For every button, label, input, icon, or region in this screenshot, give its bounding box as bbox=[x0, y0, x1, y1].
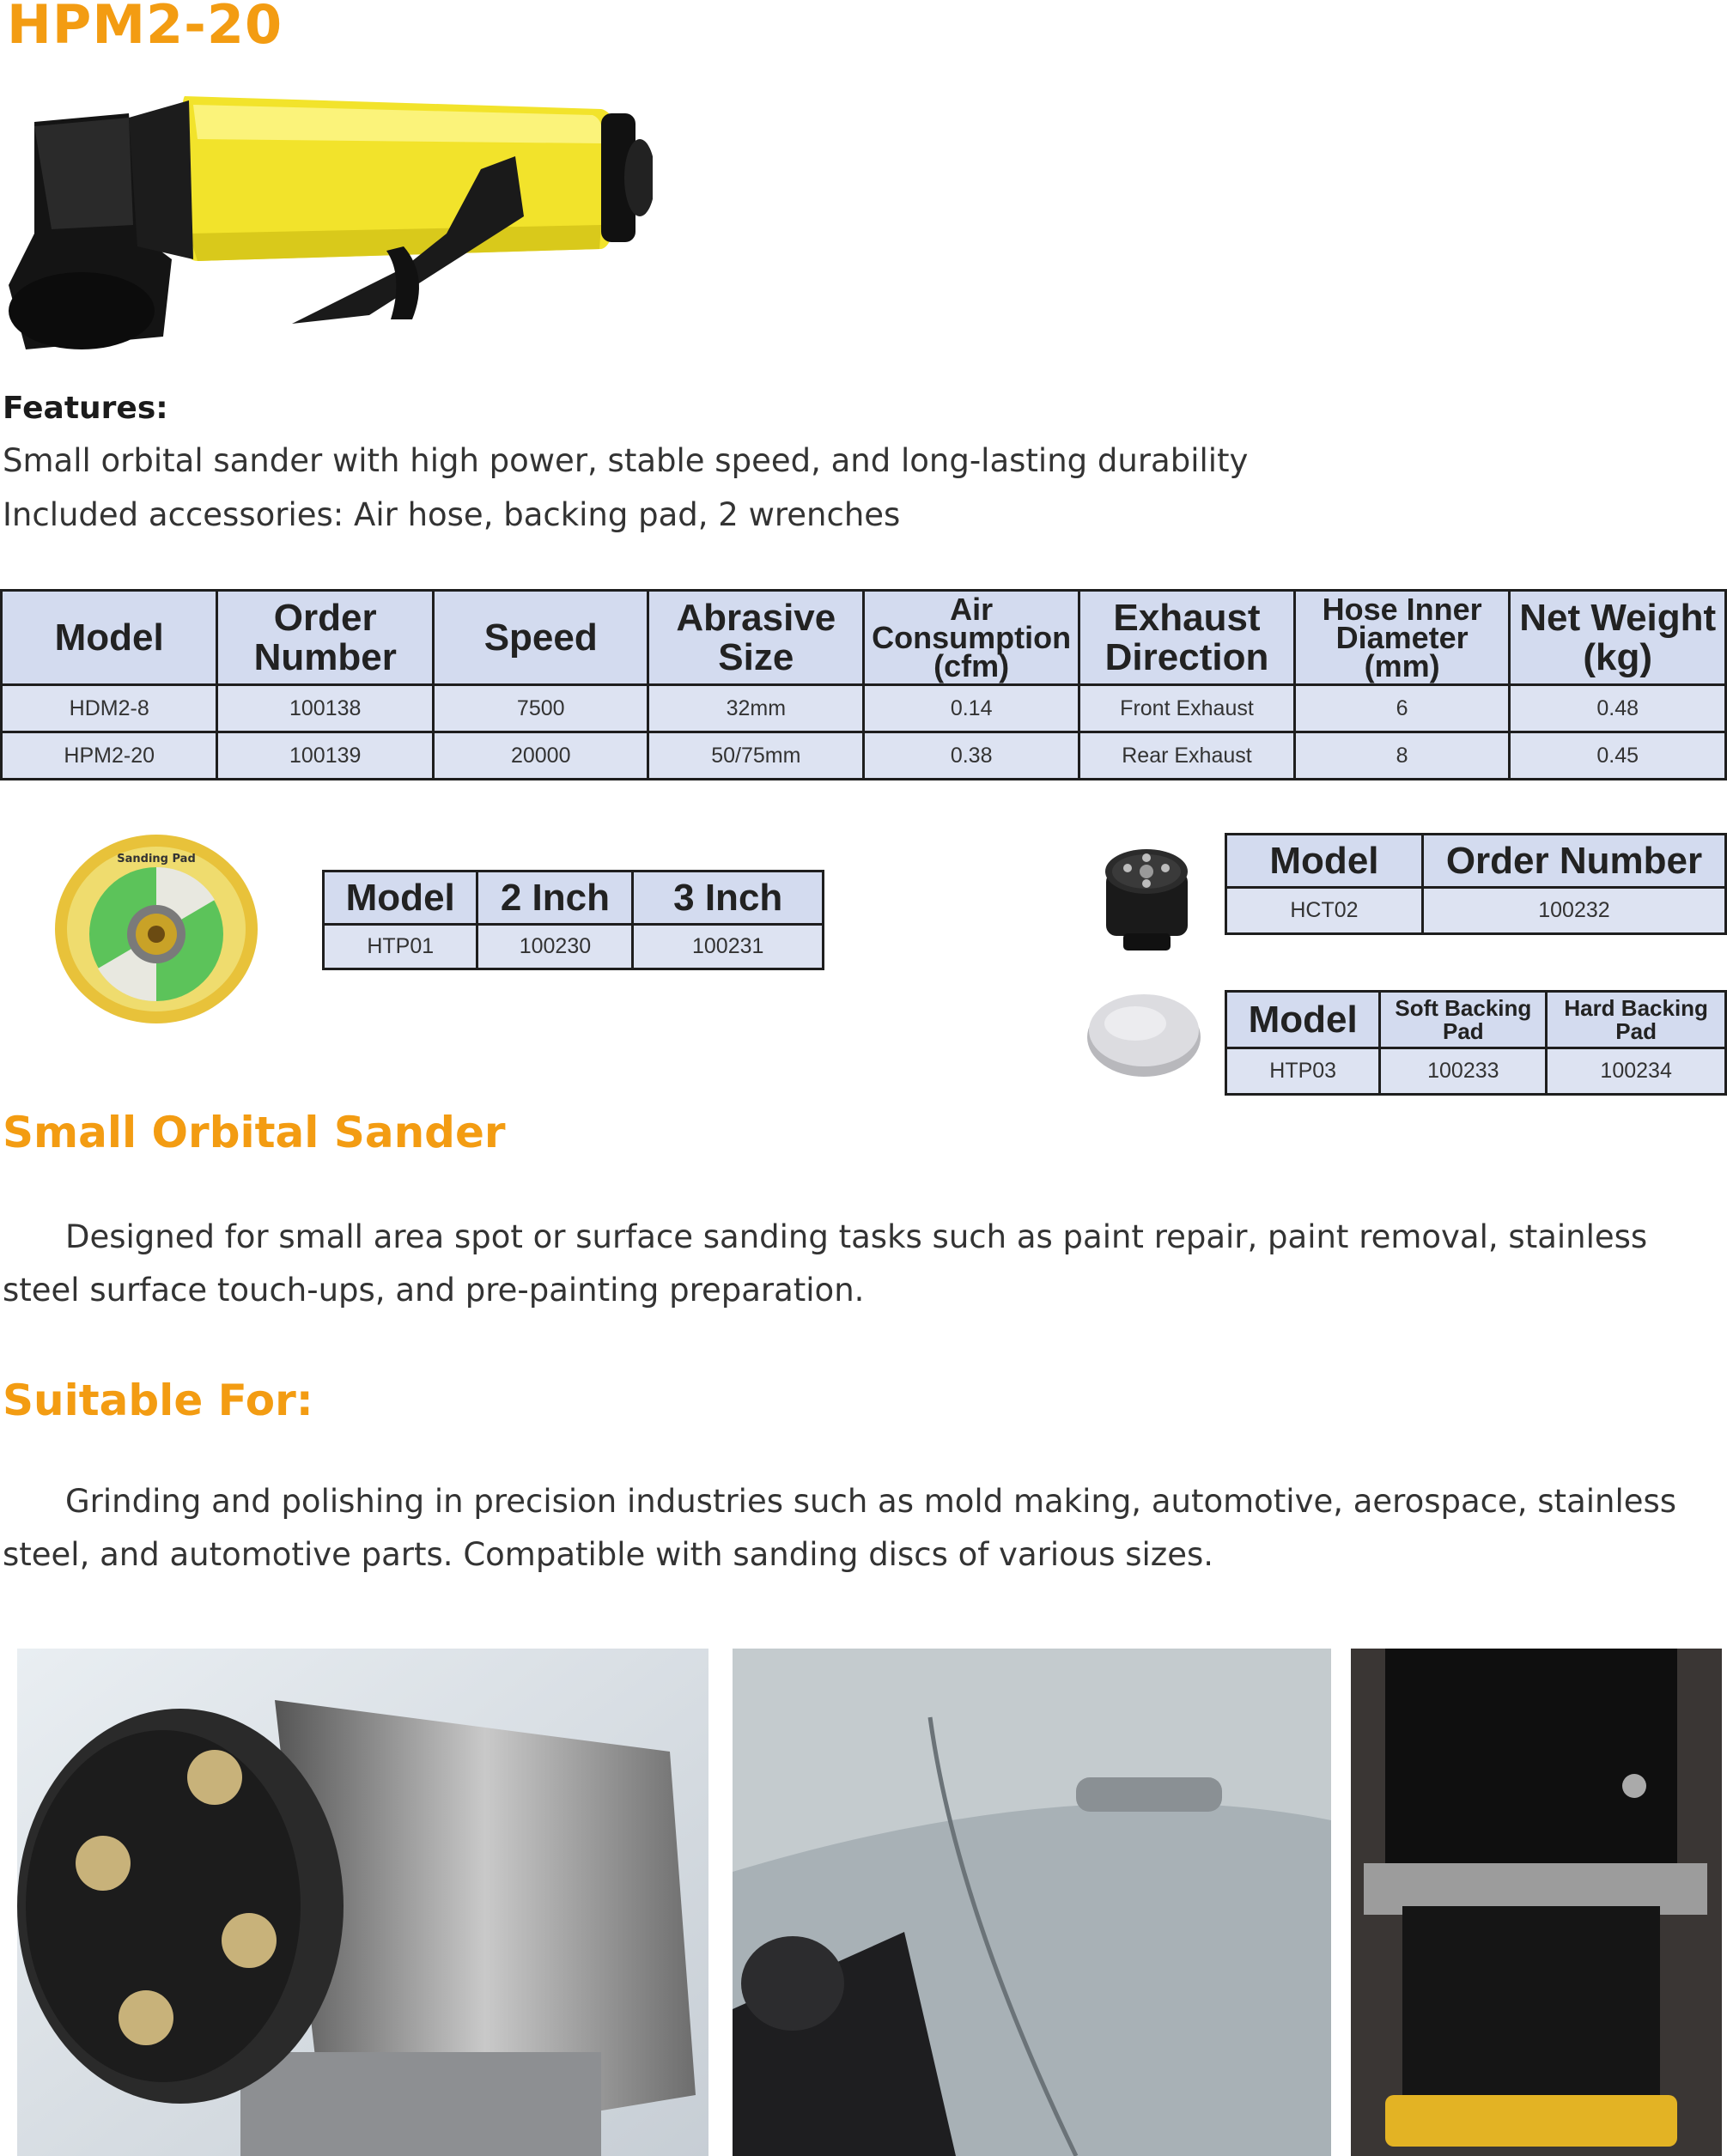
col-header-abrasive-size: Abrasive Size bbox=[648, 591, 864, 685]
table-cell: 50/75mm bbox=[648, 732, 864, 780]
sanding-pad-image bbox=[52, 831, 262, 1027]
photo-car-door-sanding bbox=[733, 1649, 1331, 2156]
col-header-model: Model bbox=[324, 872, 477, 925]
col-header-speed: Speed bbox=[434, 591, 648, 685]
table-cell: 100230 bbox=[477, 925, 633, 969]
col-header-model: Model bbox=[2, 591, 217, 685]
col-header-hard-backing-pad: Hard Backing Pad bbox=[1547, 992, 1726, 1048]
col-header-air-consumption: Air Consumption (cfm) bbox=[864, 591, 1079, 685]
col-header-order-number: Order Number bbox=[1422, 835, 1725, 888]
table-cell: 0.48 bbox=[1510, 685, 1726, 732]
section-paragraph: Grinding and polishing in precision industries such as mold making, automotive, aerospace, stainless steel, and automotive parts. Compatible with sanding discs of various sizes. bbox=[3, 1483, 1677, 1573]
col-header-model: Model bbox=[1226, 992, 1380, 1048]
sanding-pad-label: Sanding Pad bbox=[117, 853, 196, 865]
table-cell: Rear Exhaust bbox=[1079, 732, 1295, 780]
table-cell: 100139 bbox=[217, 732, 434, 780]
photo-sander-closeup bbox=[17, 1649, 708, 2156]
table-header-row bbox=[324, 872, 824, 925]
section-heading-small-orbital-sander: Small Orbital Sander bbox=[3, 1108, 506, 1157]
col-header-net-weight: Net Weight (kg) bbox=[1510, 591, 1726, 685]
col-header-3-inch: 3 Inch bbox=[633, 872, 824, 925]
table-cell: 32mm bbox=[648, 685, 864, 732]
htp03-table bbox=[1225, 990, 1727, 1096]
col-header-exhaust-direction: Exhaust Direction bbox=[1079, 591, 1295, 685]
table-cell: 6 bbox=[1294, 685, 1510, 732]
table-cell: HTP03 bbox=[1226, 1048, 1380, 1095]
table-header-row bbox=[1226, 992, 1726, 1048]
table-cell: HTP01 bbox=[324, 925, 477, 969]
hct02-table bbox=[1225, 833, 1727, 935]
table-cell: 20000 bbox=[434, 732, 648, 780]
table-cell: 0.38 bbox=[864, 732, 1079, 780]
table-cell: Front Exhaust bbox=[1079, 685, 1295, 732]
table-cell: HCT02 bbox=[1226, 888, 1423, 934]
table-cell: 0.45 bbox=[1510, 732, 1726, 780]
table-row bbox=[2, 732, 1726, 780]
table-cell: 100233 bbox=[1380, 1048, 1547, 1095]
table-row bbox=[1226, 1048, 1726, 1095]
col-header-2-inch: 2 Inch bbox=[477, 872, 633, 925]
table-cell: 0.14 bbox=[864, 685, 1079, 732]
table-cell: 100232 bbox=[1422, 888, 1725, 934]
features-heading: Features: bbox=[3, 391, 168, 426]
table-header-row bbox=[2, 591, 1726, 685]
table-cell: HPM2-20 bbox=[2, 732, 217, 780]
table-row bbox=[1226, 888, 1726, 934]
table-cell: 100231 bbox=[633, 925, 824, 969]
table-cell: 100234 bbox=[1547, 1048, 1726, 1095]
table-header-row bbox=[1226, 835, 1726, 888]
col-header-hose-diameter: Hose Inner Diameter (mm) bbox=[1294, 591, 1510, 685]
table-cell: 100138 bbox=[217, 685, 434, 732]
table-cell: HDM2-8 bbox=[2, 685, 217, 732]
feature-line: Included accessories: Air hose, backing pad, 2 wrenches bbox=[3, 496, 901, 533]
feature-line: Small orbital sander with high power, stable speed, and long-lasting durability bbox=[3, 442, 1249, 479]
table-cell: 8 bbox=[1294, 732, 1510, 780]
section-paragraph: Designed for small area spot or surface sanding tasks such as paint repair, paint removal, stainless steel surface touch-ups, and pre-painting preparation. bbox=[3, 1218, 1648, 1309]
table-row bbox=[324, 925, 824, 969]
col-header-model: Model bbox=[1226, 835, 1423, 888]
table-row bbox=[2, 685, 1726, 732]
photo-sander-in-use bbox=[1351, 1649, 1722, 2156]
htp01-table bbox=[322, 870, 824, 970]
col-header-soft-backing-pad: Soft Backing Pad bbox=[1380, 992, 1547, 1048]
col-header-order-number: Order Number bbox=[217, 591, 434, 685]
table-cell: 7500 bbox=[434, 685, 648, 732]
sponge-pad-image bbox=[1084, 986, 1204, 1080]
collet-cap-image bbox=[1098, 837, 1196, 957]
spec-table bbox=[0, 589, 1727, 780]
page-title: HPM2-20 bbox=[7, 0, 283, 56]
product-image-sander bbox=[0, 62, 653, 354]
section-heading-suitable-for: Suitable For: bbox=[3, 1376, 313, 1425]
